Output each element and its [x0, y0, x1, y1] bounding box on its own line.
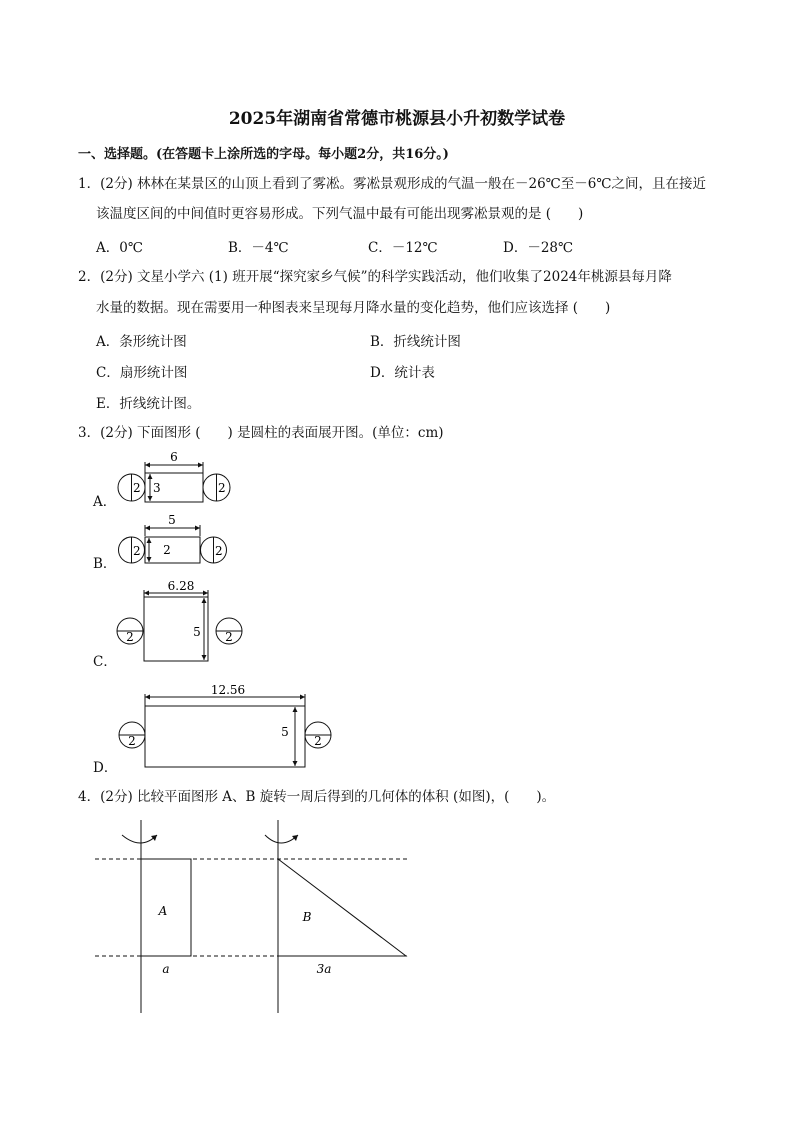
page-title: 2025年湖南省常德市桃源县小升初数学试卷 [228, 109, 566, 129]
q3-d-diam-left: 2 [128, 734, 136, 748]
q2-option-a: A．条形统计图 [96, 334, 187, 350]
q3-figure-a-label: A． [93, 494, 117, 510]
q1-option-a: A．0℃ [96, 240, 143, 256]
q3-d-height: 5 [281, 725, 289, 739]
q2-option-c: C．扇形统计图 [96, 365, 188, 381]
q3-figure-b-label: B． [93, 556, 117, 572]
q2-line1: 2．(2分) 文星小学六 (1) 班开展“探究家乡气候”的科学实践活动，他们收集了2024年桃源县每月降 [78, 269, 672, 285]
shape-a-label: A [158, 904, 168, 918]
q3-figure-d [110, 682, 345, 772]
q2-option-d: D．统计表 [370, 365, 435, 381]
q3-a-diam-left: 2 [133, 481, 141, 495]
q3-b-diam-right: 2 [215, 544, 223, 558]
q3-a-width: 6 [170, 450, 178, 464]
q2-option-b: B．折线统计图 [370, 334, 461, 350]
q2-option-e: E．折线统计图。 [96, 396, 201, 412]
q3-b-diam-left: 2 [133, 544, 141, 558]
q3-c-width: 6.28 [167, 579, 195, 593]
q3-d-width: 12.56 [210, 683, 246, 697]
q4-figure [85, 815, 415, 1020]
q1-line1: 1．(2分) 林林在某景区的山顶上看到了雾凇。雾凇景观形成的气温一般在－26℃至－6℃之间，且在接近 [78, 176, 706, 192]
q3-b-width: 5 [168, 513, 176, 527]
q3-figure-b [110, 508, 240, 570]
q1-option-d: D．－28℃ [503, 240, 574, 256]
q3-d-diam-right: 2 [314, 734, 322, 748]
base-a-label: a [162, 962, 170, 976]
q3-figure-d-label: D． [93, 760, 118, 776]
q2-line2: 水量的数据。现在需要用一种图表来呈现每月降水量的变化趋势，他们应该选择 ( ) [96, 300, 611, 316]
q3-c-diam-left: 2 [126, 630, 134, 644]
q3-figure-a [110, 445, 240, 507]
q3-figure-c-label: C． [93, 654, 117, 670]
shape-b-label: B [302, 910, 312, 924]
section-heading: 一、选择题。(在答题卡上涂所选的字母。每小题2分，共16分。) [78, 147, 449, 162]
q3-a-height: 3 [153, 481, 161, 495]
q1-option-b: B．－4℃ [228, 240, 289, 256]
base-b-label: 3a [316, 962, 332, 976]
q1-option-c: C．－12℃ [368, 240, 438, 256]
q3-figure-c [110, 578, 250, 668]
q3-line1: 3．(2分) 下面图形 ( ) 是圆柱的表面展开图。(单位：cm) [78, 425, 444, 441]
q3-b-height: 2 [163, 543, 171, 557]
q3-c-height: 5 [193, 625, 201, 639]
q1-line2: 该温度区间的中间值时更容易形成。下列气温中最有可能出现雾凇景观的是 ( ) [96, 206, 584, 222]
q4-line1: 4．(2分) 比较平面图形 A、B 旋转一周后得到的几何体的体积 (如图)，( )。 [78, 789, 556, 805]
q3-a-diam-right: 2 [218, 481, 226, 495]
q3-c-diam-right: 2 [225, 630, 233, 644]
